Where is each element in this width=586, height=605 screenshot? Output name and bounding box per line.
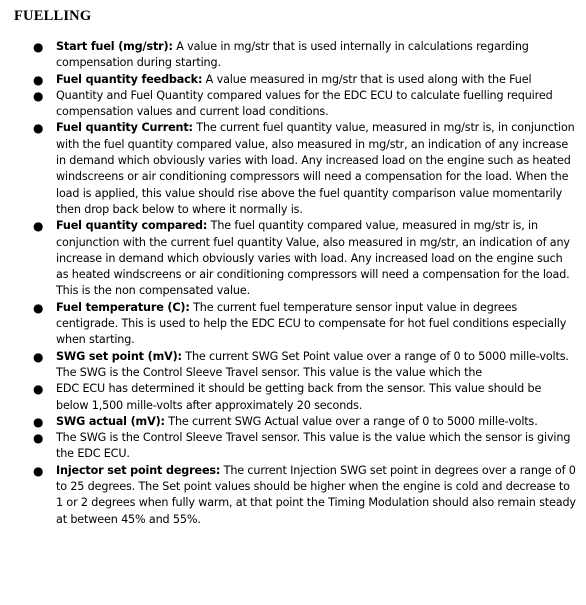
bullet-icon: ●	[33, 349, 44, 364]
bullet-icon: ●	[33, 463, 44, 478]
list-item	[12, 39, 576, 72]
item-term: Fuel quantity feedback:	[56, 72, 203, 86]
list-item	[12, 72, 576, 88]
item-term: Fuel quantity Current:	[56, 121, 193, 135]
item-description: Quantity and Fuel Quantity compared values for the EDC ECU to calculate fuelling required compensation values and current load conditions.	[56, 88, 553, 119]
list-item	[12, 218, 576, 299]
item-description: EDC ECU has determined it should be getting back from the sensor. This value should be below 1,500 mille-volts after approximately 20 seconds.	[56, 382, 542, 412]
parameter-list	[12, 39, 576, 528]
item-description: The current Injection SWG set point in degrees over a range of 0 to 25 degrees. The Set point values should be higher when the engine is cold and decrease to 1 or 2 degrees when fully warm, at that point the Timing Modulation should also remain steady at between 45% and 55%.	[56, 463, 576, 526]
list-item	[12, 88, 576, 121]
list-item	[12, 463, 576, 528]
bullet-icon: ●	[33, 414, 44, 429]
bullet-icon: ●	[33, 431, 44, 446]
item-term: SWG actual (mV):	[56, 414, 165, 428]
item-description: A value measured in mg/str that is used along with the Fuel	[202, 72, 532, 86]
item-description: The current SWG Actual value over a range of 0 to 5000 mille-volts.	[164, 414, 538, 428]
item-description: A value in mg/str that is used internally in calculations regarding compensation during starting.	[56, 40, 529, 70]
item-term: Fuel quantity compared:	[56, 219, 208, 233]
bullet-icon: ●	[33, 219, 44, 234]
bullet-icon: ●	[33, 382, 44, 397]
list-item	[12, 381, 576, 414]
bullet-icon: ●	[33, 121, 44, 136]
list-item	[12, 300, 576, 349]
list-item	[12, 414, 576, 430]
list-item	[12, 430, 576, 463]
item-description: The current fuel quantity value, measured in mg/str is, in conjunction with the fuel quantity compared value, also measured in mg/str, an indication of any increase in demand which obviously varies with load. Any increased load on the engine such as heated windscreens or air conditioning compressors will need a compensation for the load. When the load is applied, this value should rise above the fuel quantity comparison value momentarily then drop back below to where it normally is.	[56, 121, 575, 216]
item-description: The SWG is the Control Sleeve Travel sensor. This value is the value which the sensor is giving the EDC ECU.	[56, 431, 571, 461]
section-heading: FUELLING	[14, 8, 92, 24]
item-term: Injector set point degrees:	[56, 463, 221, 477]
item-term: SWG set point (mV):	[56, 349, 182, 363]
item-description: The current SWG Set Point value over a range of 0 to 5000 mille-volts. The SWG is the Control Sleeve Travel sensor. This value is the value which the	[56, 349, 569, 379]
bullet-icon: ●	[33, 300, 44, 315]
bullet-icon: ●	[33, 72, 44, 87]
item-description: The fuel quantity compared value, measured in mg/str is, in conjunction with the current fuel quantity Value, also measured in mg/str, an indication of any increase in demand which obviously varies with load. Any increased load on the engine such as heated windscreens or air conditioning compressors will need a compensation for the load. This is the non compensated value.	[56, 219, 570, 298]
bullet-icon: ●	[33, 88, 44, 103]
bullet-icon: ●	[33, 40, 44, 54]
item-description: The current fuel temperature sensor input value in degrees centigrade. This is used to help the EDC ECU to compensate for hot fuel conditions especially when starting.	[56, 300, 567, 347]
list-item	[12, 349, 576, 382]
item-term: Start fuel (mg/str):	[56, 40, 173, 53]
list-item	[12, 120, 576, 218]
item-term: Fuel temperature (C):	[56, 300, 190, 314]
